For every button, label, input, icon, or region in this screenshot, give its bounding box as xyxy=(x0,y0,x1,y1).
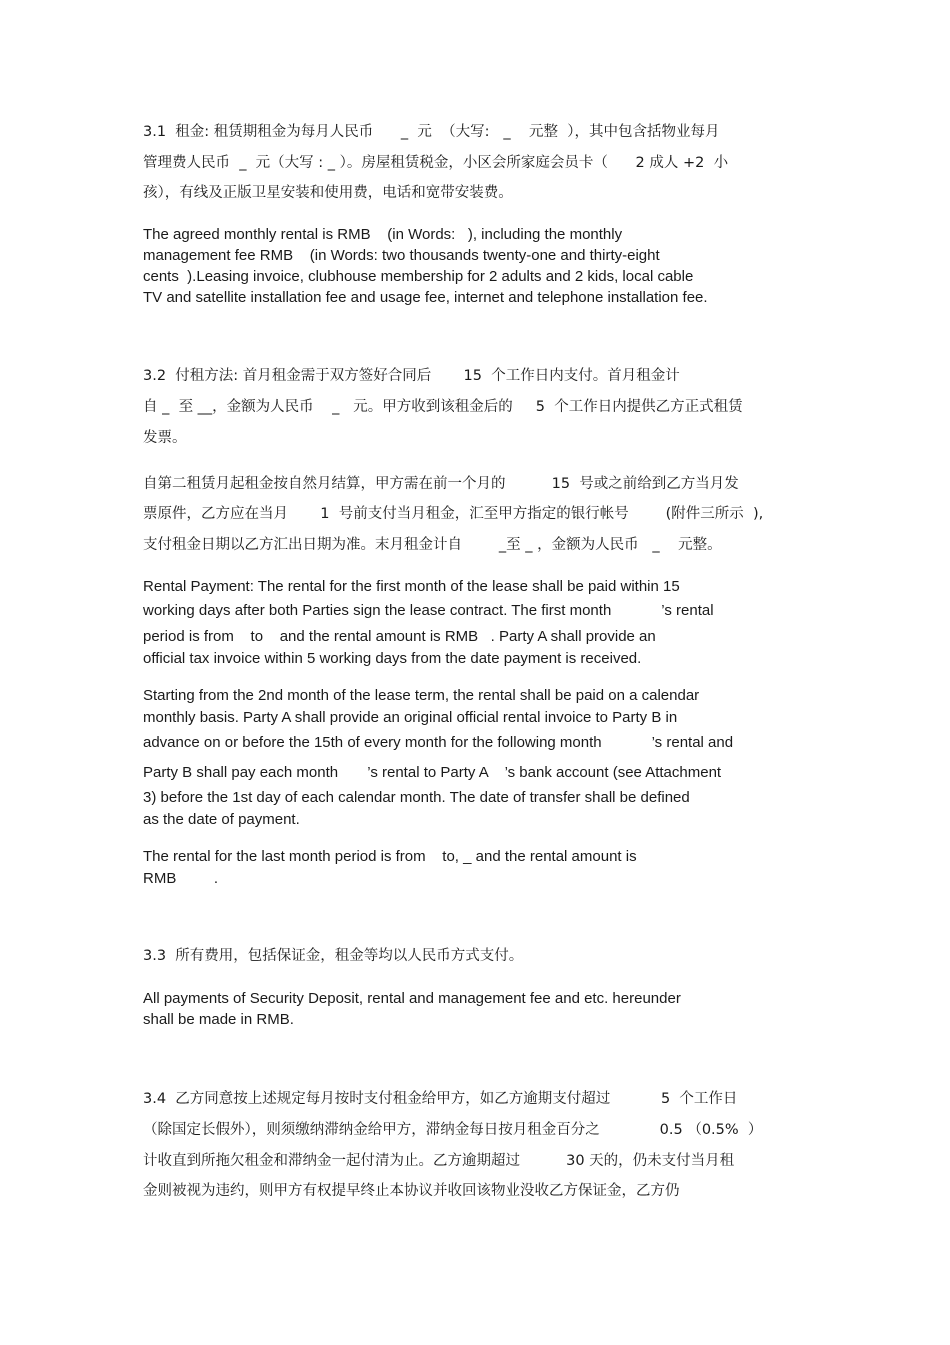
clause-3-2-en-line-3: period is from to and the rental amount is RMB . Party A shall provide an xyxy=(143,628,656,645)
clause-3-4-zh-line-1: 3.4 乙方同意按上述规定每月按时支付租金给甲方，如乙方逾期支付超过 5 个工作日 xyxy=(143,1091,738,1107)
clause-3-1-zh-line-1: 3.1 租金: 租赁期租金为每月人民币 _ 元 （大写: _ 元整 ），其中包含括物业每月 xyxy=(143,124,720,140)
clause-3-2-en3-line-2: RMB . xyxy=(143,870,219,887)
clause-3-2-en2-line-5: 3) before the 1st day of each calendar month. The date of transfer shall be defined xyxy=(143,789,690,806)
clause-3-1-en-line-1: The agreed monthly rental is RMB (in Words: ), including the monthly xyxy=(143,226,623,243)
clause-3-1-zh-line-3: 孩），有线及正版卫星安装和使用费，电话和宽带安装费。 xyxy=(143,185,513,201)
clause-3-3-en-line-2: shall be made in RMB. xyxy=(143,1011,294,1028)
clause-3-2-en2-line-2: monthly basis. Party A shall provide an original official rental invoice to Party B in xyxy=(143,709,678,726)
clause-3-1-en-line-4: TV and satellite installation fee and usage fee, internet and telephone installation fee. xyxy=(143,289,708,306)
clause-3-1-en-line-2: management fee RMB (in Words: two thousands twenty-one and thirty-eight xyxy=(143,247,660,264)
clause-3-2-zh-line-1: 3.2 付租方法: 首月租金需于双方签好合同后 15 个工作日内支付。首月租金计 xyxy=(143,368,680,384)
clause-3-2-en-line-1: Rental Payment: The rental for the first month of the lease shall be paid within 15 xyxy=(143,578,680,595)
clause-3-2-en-line-4: official tax invoice within 5 working days from the date payment is received. xyxy=(143,650,642,667)
clause-3-2-zh-line-3: 发票。 xyxy=(143,430,187,446)
clause-3-2-en3-line-1: The rental for the last month period is from to, _ and the rental amount is xyxy=(143,848,637,865)
clause-3-2-zh-line-2: 自 _ 至 __，金额为人民币 _ 元。甲方收到该租金后的 5 个工作日内提供乙方正式租赁 xyxy=(143,399,743,415)
clause-3-4-zh-line-2: （除国定长假外），则须缴纳滞纳金给甲方，滞纳金每日按月租金百分之 0.5 （0.5% ） xyxy=(143,1122,763,1138)
clause-3-2-en2-line-6: as the date of payment. xyxy=(143,811,300,828)
clause-3-1-en-line-3: cents ).Leasing invoice, clubhouse membership for 2 adults and 2 kids, local cable xyxy=(143,268,694,285)
clause-3-2-en2-line-1: Starting from the 2nd month of the lease term, the rental shall be paid on a calendar xyxy=(143,687,700,704)
clause-3-2-zh2-line-3: 支付租金日期以乙方汇出日期为准。末月租金计自 _至 _ ，金额为人民币 _ 元整。 xyxy=(143,537,722,553)
clause-3-3-zh-line-1: 3.3 所有费用，包括保证金，租金等均以人民币方式支付。 xyxy=(143,948,524,964)
clause-3-1-zh-line-2: 管理费人民币 _ 元（大写 : _ ）。房屋租赁税金，小区会所家庭会员卡（ 2 成人 +2 小 xyxy=(143,155,729,171)
clause-3-2-en2-line-3: advance on or before the 15th of every month for the following month ’s rental and xyxy=(143,734,734,751)
clause-3-3-en-line-1: All payments of Security Deposit, rental and management fee and etc. hereunder xyxy=(143,990,681,1007)
clause-3-2-zh2-line-2: 票原件，乙方应在当月 1 号前支付当月租金，汇至甲方指定的银行帐号 (附件三所示 ), xyxy=(143,506,764,522)
clause-3-2-en2-line-4: Party B shall pay each month ’s rental to Party A ’s bank account (see Attachment xyxy=(143,764,722,781)
clause-3-2-zh2-line-1: 自第二租赁月起租金按自然月结算，甲方需在前一个月的 15 号或之前给到乙方当月发 xyxy=(143,476,739,492)
clause-3-4-zh-line-4: 金则被视为违约，则甲方有权提早终止本协议并收回该物业没收乙方保证金，乙方仍 xyxy=(143,1183,680,1199)
clause-3-2-en-line-2: working days after both Parties sign the lease contract. The first month ’s rental xyxy=(143,602,714,619)
clause-3-4-zh-line-3: 计收直到所拖欠租金和滞纳金一起付清为止。乙方逾期超过 30 天的，仍未支付当月租 xyxy=(143,1153,735,1169)
